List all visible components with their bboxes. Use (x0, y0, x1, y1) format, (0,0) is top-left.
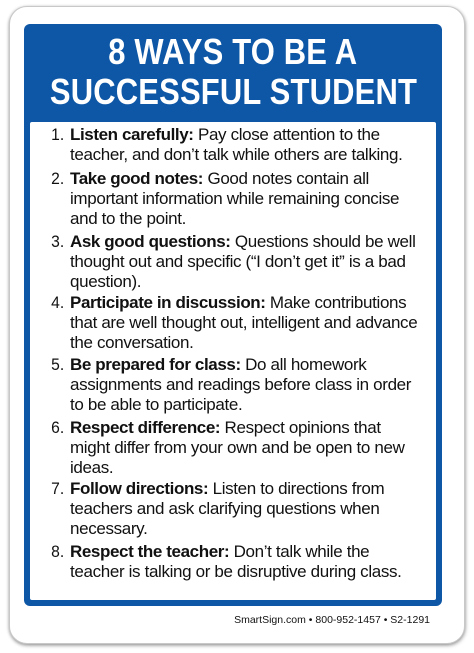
tip-number (30, 479, 68, 539)
tips-box (30, 122, 436, 600)
tip-number-text: 8. (50, 542, 64, 561)
title-line-1: 8 WAYS TO BE A (108, 31, 358, 72)
sign-header (24, 24, 442, 120)
title-line-2: SUCCESSFUL STUDENT (49, 71, 417, 112)
sign-panel (24, 24, 442, 606)
tip-number-text: 5. (50, 355, 64, 374)
tip-item-7 (30, 479, 436, 539)
tip-description: Pay close attention to the teacher, and don’t talk while others are talking. (70, 125, 403, 164)
tip-text (68, 418, 424, 478)
tip-text (68, 125, 424, 165)
tip-description: Listen to directions from teachers and ask clarifying questions when necessary. (70, 479, 385, 538)
tip-number (30, 125, 68, 165)
tip-number (30, 232, 68, 292)
tip-number-text: 2. (50, 169, 64, 188)
tip-number (30, 418, 68, 478)
tip-term: Take good notes: (70, 169, 204, 188)
tip-number (30, 293, 68, 353)
footer-code: S2-1291 (390, 614, 430, 626)
tip-number (30, 169, 68, 229)
tip-description: Make contributions that are well thought out, intelligent and advance the conversation. (70, 293, 418, 352)
tip-term: Respect the teacher: (70, 542, 230, 561)
tip-term: Respect difference: (70, 418, 221, 437)
footer-phone: 800-952-1457 (315, 614, 381, 626)
tip-text (68, 355, 424, 415)
tip-number-text: 6. (50, 418, 64, 437)
tip-term: Follow directions: (70, 479, 209, 498)
tip-item-5 (30, 355, 436, 415)
sign-footer (0, 611, 474, 629)
tip-item-6 (30, 418, 436, 478)
tip-description: Do all homework assignments and readings before class in order to be able to participate. (70, 355, 412, 414)
footer-separator: • (305, 614, 316, 626)
tip-item-3 (30, 232, 436, 292)
tip-description: Good notes contain all important information while remaining concise and to the point. (70, 169, 400, 228)
tip-term: Participate in discussion: (70, 293, 266, 312)
tip-number-text: 4. (50, 293, 64, 312)
footer-brand: SmartSign.com (234, 614, 306, 626)
tip-number-text: 7. (50, 479, 64, 498)
tip-description: Questions should be well thought out and specific (“I don’t get it” is a bad question). (70, 232, 416, 291)
tip-term: Listen carefully: (70, 125, 194, 144)
tip-number-text: 1. (50, 125, 64, 144)
tip-item-1 (30, 125, 436, 165)
tip-description: Don’t talk while the teacher is talking or be disruptive during class. (70, 542, 402, 581)
tip-number (30, 542, 68, 582)
tip-number-text: 3. (50, 232, 64, 251)
tip-item-8 (30, 542, 436, 582)
tip-item-2 (30, 169, 436, 229)
tip-text (68, 479, 424, 539)
tip-item-4 (30, 293, 436, 353)
tip-text (68, 169, 424, 229)
tip-description: Respect opinions that might differ from your own and be open to new ideas. (70, 418, 405, 477)
footer-separator: • (380, 614, 391, 626)
tip-text (68, 542, 424, 582)
tip-text (68, 232, 424, 292)
tip-term: Ask good questions: (70, 232, 231, 251)
tip-term: Be prepared for class: (70, 355, 241, 374)
tip-number (30, 355, 68, 415)
tip-text (68, 293, 424, 353)
